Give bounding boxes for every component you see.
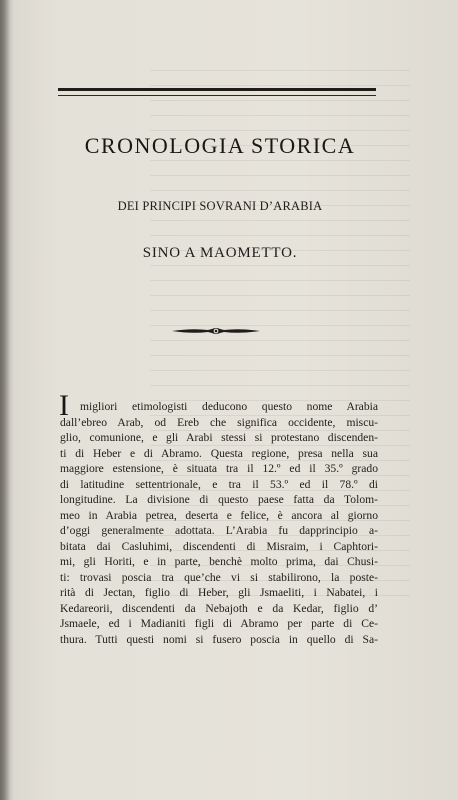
text-line: Jsmaele, ed i Madianiti figli di Abramo per parte di Ce- — [60, 617, 378, 630]
text-line: bitata dai Casluhimi, discendenti di Misraim, i Caphtori- — [60, 539, 378, 553]
text-line: Kedareorii, discendenti da Nebajoth e da Kedar, figlio d’ — [60, 601, 378, 615]
text-line: di latitudine settentrionale, e tra il 53.º ed il 78.º di — [60, 477, 378, 491]
drop-cap: I — [59, 389, 69, 422]
ornament-divider-icon — [172, 325, 260, 337]
page-title: CRONOLOGIA STORICA — [84, 133, 356, 158]
text-line: migliori etimologisti deducono questo nome Arabia — [80, 400, 378, 413]
text-line: glio, comunione, e gli Arabi stessi si protestano discenden- — [60, 431, 378, 444]
header-rule-thin — [58, 95, 376, 96]
text-line: rità di Jectan, figlio di Heber, gli Jsmaeliti, i Nabatei, i — [60, 586, 378, 599]
text-line: mi, gli Horiti, e in parte, benchè molto prima, dai Chusi- — [60, 555, 378, 568]
body-paragraph — [60, 399, 378, 647]
header-rule-thick — [58, 88, 376, 91]
page-gutter-shadow — [0, 0, 10, 800]
text-line: thura. Tutti questi nomi si fusero poscia in quello di Sa- — [60, 632, 378, 646]
text-line: maggiore estensione, è situata tra il 12.º ed il 35.º grado — [60, 462, 378, 475]
text-line: ti: trovasi poscia tra que’che vi si stabilirono, la poste- — [60, 570, 378, 584]
text-line: ti di Heber e di Abramo. Questa regione, presa nella sua — [60, 446, 378, 460]
page-subtitle-secondary: SINO A MAOMETTO. — [142, 245, 298, 261]
text-line: dall’ebreo Arab, od Ereb che significa occidente, miscu- — [60, 415, 378, 429]
text-line: d’oggi generalmente adottata. L’Arabia fu dapprincipio a- — [60, 524, 378, 537]
text-line: meo in Arabia petrea, deserta e felice, è ancora al giorno — [60, 508, 378, 522]
page-subtitle: DEI PRINCIPI SOVRANI D’ARABIA — [117, 199, 323, 213]
text-line: longitudine. La divisione di questo paese fatta da Tolom- — [60, 493, 378, 506]
